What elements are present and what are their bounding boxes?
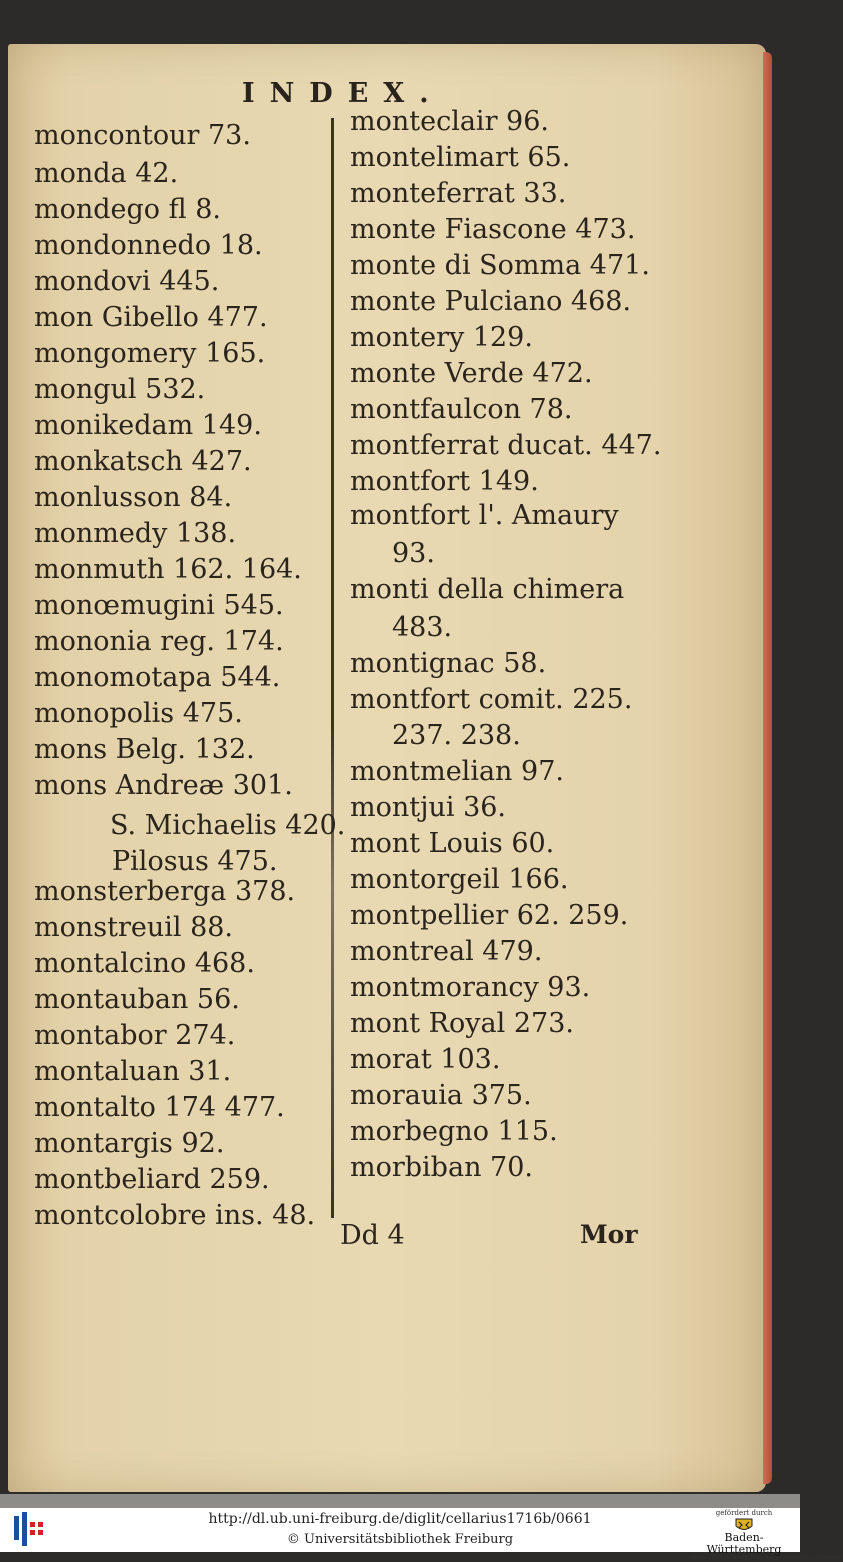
right-index-entry: montfort l'. Amaury	[350, 500, 619, 531]
left-index-entry: mondego fl 8.	[34, 194, 221, 225]
left-index-entry: monopolis 475.	[34, 698, 243, 729]
right-index-entry: monte Pulciano 468.	[350, 286, 632, 317]
left-index-entry: monda 42.	[34, 158, 179, 189]
right-index-entry: montreal 479.	[350, 936, 543, 967]
right-index-entry: morat 103.	[350, 1044, 501, 1075]
sponsor-name: Baden-Württemberg	[706, 1531, 782, 1556]
right-index-entry: morbegno 115.	[350, 1116, 558, 1147]
sponsor-block	[690, 1509, 843, 1561]
right-index-entry: montery 129.	[350, 322, 533, 353]
left-index-entry: monlusson 84.	[34, 482, 233, 513]
right-index-entry: montfort 149.	[350, 466, 539, 497]
left-index-entry: montaluan 31.	[34, 1056, 232, 1087]
left-index-entry: monsterberga 378.	[34, 876, 296, 907]
right-index-entry: monte Verde 472.	[350, 358, 593, 389]
right-index-entry: montpellier 62. 259.	[350, 900, 629, 931]
left-index-entry: mongomery 165.	[34, 338, 266, 369]
right-index-entry: morbiban 70.	[350, 1152, 533, 1183]
right-index-entry: monte di Somma 471.	[350, 250, 650, 281]
left-index-entry: monikedam 149.	[34, 410, 262, 441]
right-index-entry: monte Fiascone 473.	[350, 214, 636, 245]
right-index-entry: montferrat ducat. 447.	[350, 430, 662, 461]
page-header-index: INDEX.	[242, 78, 444, 109]
right-index-entry: monteclair 96.	[350, 106, 549, 137]
page-red-edge	[763, 52, 772, 1484]
left-index-entry: montargis 92.	[34, 1128, 225, 1159]
right-index-entry: monteferrat 33.	[350, 178, 567, 209]
left-index-entry: montbeliard 259.	[34, 1164, 270, 1195]
right-index-entry: montmorancy 93.	[350, 972, 591, 1003]
left-index-entry: mondovi 445.	[34, 266, 220, 297]
left-index-entry: montauban 56.	[34, 984, 240, 1015]
coat-of-arms-icon	[733, 1517, 755, 1533]
left-index-entry: montabor 274.	[34, 1020, 236, 1051]
right-index-entry: 237. 238.	[392, 720, 521, 751]
sponsor-caption: gefördert durch	[715, 1509, 773, 1517]
left-index-entry: monmuth 162. 164.	[34, 554, 302, 585]
left-index-entry: Pilosus 475.	[112, 846, 278, 877]
left-index-entry: moncontour 73.	[34, 120, 251, 151]
right-index-entry: montignac 58.	[350, 648, 547, 679]
right-index-entry: 93.	[392, 538, 435, 569]
left-index-entry: montalto 174 477.	[34, 1092, 285, 1123]
column-divider	[331, 118, 334, 1218]
left-index-entry: mongul 532.	[34, 374, 206, 405]
left-index-entry: montalcino 468.	[34, 948, 255, 979]
right-index-entry: montmelian 97.	[350, 756, 564, 787]
left-index-entry: mon Gibello 477.	[34, 302, 268, 333]
left-index-entry: monstreuil 88.	[34, 912, 234, 943]
catchword: Mor	[580, 1220, 638, 1249]
scan-border	[0, 1494, 800, 1508]
footer-copyright: © Universitätsbibliothek Freiburg	[286, 1532, 514, 1547]
left-index-entry: mondonnedo 18.	[34, 230, 263, 261]
right-index-entry: mont Louis 60.	[350, 828, 555, 859]
right-index-entry: 483.	[392, 612, 453, 643]
right-index-entry: montorgeil 166.	[350, 864, 569, 895]
left-index-entry: mons Belg. 132.	[34, 734, 255, 765]
left-index-entry: S. Michaelis 420.	[110, 810, 346, 841]
footer-url-link[interactable]: http://dl.ub.uni-freiburg.de/diglit/cellarius1716b/0661	[208, 1511, 592, 1527]
left-index-entry: monkatsch 427.	[34, 446, 252, 477]
right-index-entry: montelimart 65.	[350, 142, 571, 173]
left-index-entry: montcolobre ins. 48.	[34, 1200, 316, 1231]
left-index-entry: mons Andreæ 301.	[34, 770, 293, 801]
left-index-entry: monomotapa 544.	[34, 662, 281, 693]
signature-mark: Dd 4	[340, 1220, 405, 1251]
right-index-entry: montfaulcon 78.	[350, 394, 573, 425]
right-index-entry: mont Royal 273.	[350, 1008, 574, 1039]
sponsor-subtitle: MINISTERIUM FÜR WISSENSCHAFT, FORSCHUNG UND KUNST	[690, 1556, 843, 1561]
left-index-entry: monœmugini 545.	[34, 590, 284, 621]
left-index-entry: monmedy 138.	[34, 518, 237, 549]
right-index-entry: morauia 375.	[350, 1080, 532, 1111]
left-index-entry: mononia reg. 174.	[34, 626, 284, 657]
right-index-entry: montjui 36.	[350, 792, 507, 823]
right-index-entry: monti della chimera	[350, 574, 625, 605]
right-index-entry: montfort comit. 225.	[350, 684, 633, 715]
